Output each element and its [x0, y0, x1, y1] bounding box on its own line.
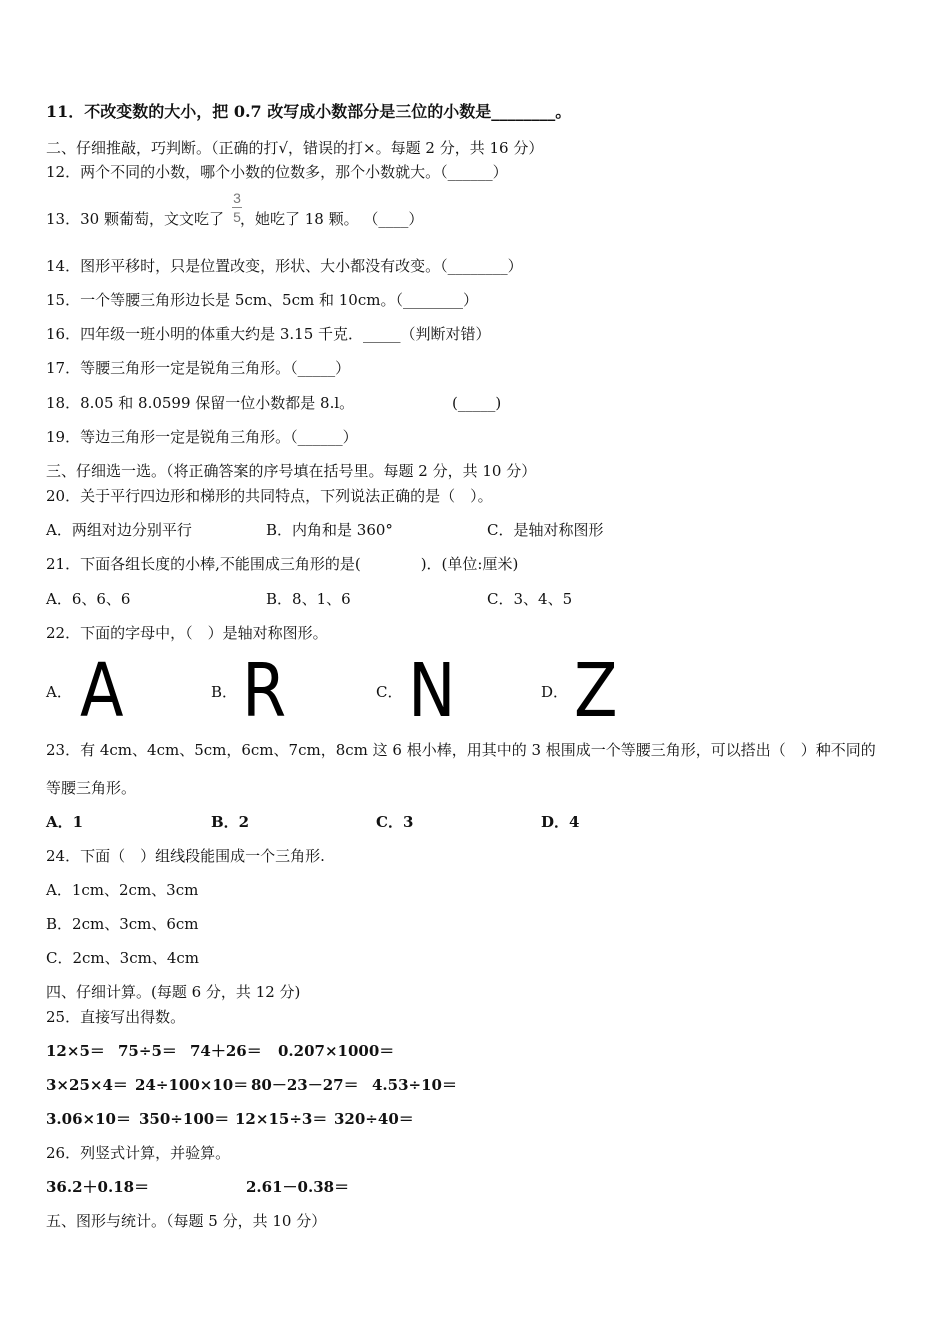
calc-item: 3.06×10＝ [46, 1110, 131, 1128]
calc-item: 12×15÷3＝ [235, 1110, 328, 1128]
calc-item: 320÷40＝ [334, 1110, 414, 1128]
calc-item: 0.207×1000＝ [278, 1042, 395, 1060]
section-5-heading: 五、图形与统计。（每题 5 分，共 10 分） [46, 1212, 327, 1230]
question-18: 18．8.05 和 8.0599 保留一位小数都是 8.l。 [46, 394, 355, 412]
question-20: 20．关于平行四边形和梯形的共同特点，下列说法正确的是（ ）。 [46, 487, 493, 505]
question-19: 19．等边三角形一定是锐角三角形。（______） [46, 428, 358, 446]
question-15: 15．一个等腰三角形边长是 5cm、5cm 和 10cm。（________） [46, 291, 478, 309]
section-4-heading: 四、仔细计算。(每题 6 分，共 12 分) [46, 983, 301, 1001]
calc-item: 4.53÷10＝ [372, 1076, 457, 1094]
question-13-text-a: 13．30 颗葡萄，文文吃了 [46, 210, 224, 228]
question-18-blank: (_____) [452, 394, 502, 412]
q20-option-c: C．是轴对称图形 [487, 521, 604, 539]
section-3-heading: 三、仔细选一选。（将正确答案的序号填在括号里。每题 2 分，共 10 分） [46, 462, 537, 480]
q22-letter-z: Z [574, 648, 618, 734]
fraction-3-5 [231, 190, 243, 225]
calc-item: 80－23－27＝ [251, 1076, 359, 1094]
question-23-continued: 等腰三角形。 [46, 779, 137, 797]
q24-option-c: C．2cm、3cm、4cm [46, 949, 199, 967]
question-11: 11．不改变数的大小，把 0.7 改写成小数部分是三位的小数是________。 [46, 102, 572, 121]
question-23: 23．有 4cm、4cm、5cm，6cm、7cm，8cm 这 6 根小棒，用其中的 3 根围成一个等腰三角形，可以搭出（ ）种不同的 [46, 741, 876, 759]
q22-letter-a: A [80, 648, 124, 734]
q21-option-c: C．3、4、5 [487, 590, 573, 608]
q24-option-b: B．2cm、3cm、6cm [46, 915, 199, 933]
calc-item: 3×25×4＝ [46, 1076, 128, 1094]
calc-item: 12×5＝ [46, 1042, 105, 1060]
q23-option-a: A．1 [46, 813, 84, 831]
section-2-heading: 二、仔细推敲，巧判断。（正确的打√，错误的打×。每题 2 分，共 16 分） [46, 139, 544, 157]
calc-item: 350÷100＝ [139, 1110, 230, 1128]
q22-label-c: C． [376, 683, 403, 701]
q22-label-b: B． [211, 683, 238, 701]
question-16: 16．四年级一班小明的体重大约是 3.15 千克．_____（判断对错） [46, 325, 491, 343]
fraction-denominator: 5 [233, 209, 241, 225]
question-24: 24．下面（ ）组线段能围成一个三角形. [46, 847, 325, 865]
question-12: 12．两个不同的小数，哪个小数的位数多，那个小数就大。（______） [46, 163, 508, 181]
question-13-text-b: ，她吃了 18 颗。 （____） [239, 210, 424, 228]
q22-label-d: D． [541, 683, 569, 701]
q26-item-1: 36.2＋0.18＝ [46, 1178, 150, 1196]
question-17: 17．等腰三角形一定是锐角三角形。（_____） [46, 359, 351, 377]
calc-item: 74＋26＝ [190, 1042, 262, 1060]
question-26: 26．列竖式计算，并验算。 [46, 1144, 231, 1162]
q23-option-b: B．2 [211, 813, 250, 831]
calc-item: 24÷100×10＝ [135, 1076, 249, 1094]
q26-item-2: 2.61－0.38＝ [246, 1178, 350, 1196]
q20-option-b: B．内角和是 360° [266, 521, 393, 539]
fraction-numerator: 3 [233, 190, 241, 206]
q24-option-a: A．1cm、2cm、3cm [46, 881, 199, 899]
q23-option-c: C．3 [376, 813, 414, 831]
fraction-bar [232, 207, 242, 208]
q22-letter-n: N [408, 648, 456, 734]
q22-letter-r: R [242, 648, 287, 734]
question-21: 21．下面各组长度的小棒,不能围成三角形的是( )．(单位:厘米) [46, 555, 519, 573]
question-22: 22．下面的字母中，（ ）是轴对称图形。 [46, 624, 328, 642]
q20-option-a: A．两组对边分别平行 [46, 521, 192, 539]
q22-label-a: A． [46, 683, 72, 701]
q21-option-a: A．6、6、6 [46, 590, 131, 608]
q21-option-b: B．8、1、6 [266, 590, 351, 608]
calc-item: 75÷5＝ [118, 1042, 177, 1060]
question-25: 25．直接写出得数。 [46, 1008, 186, 1026]
q23-option-d: D．4 [541, 813, 580, 831]
question-14: 14．图形平移时，只是位置改变，形状、大小都没有改变。（________） [46, 257, 523, 275]
